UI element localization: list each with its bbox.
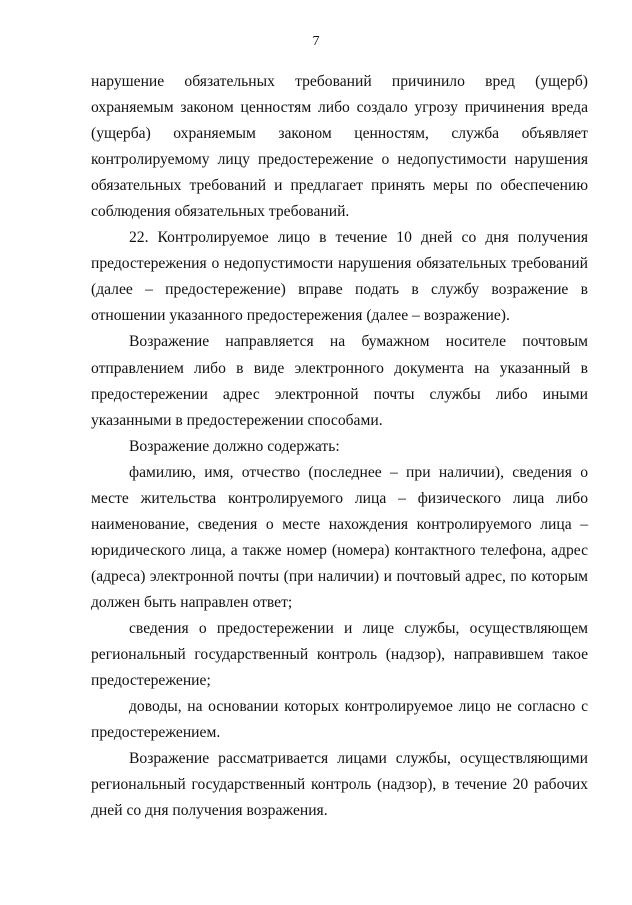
list-item-arguments: доводы, на основании которых контролируемое лицо не согласно с предостережением.: [91, 698, 588, 742]
list-item-warning-info: сведения о предостережении и лице службы, осуществляющем региональный государственный контроль (надзор), направившем такое предостережение;: [91, 619, 588, 690]
paragraph-continuation: нарушение обязательных требований причинило вред (ущерб) охраняемым законом ценностям либо создало угрозу причинения вреда (ущерба) охраняемым законом ценностям, служба объявляет контролируемому лицу предостережение о недопустимости нарушения обязательных требований и предлагает принять меры по обеспечению соблюдения обязательных требований.: [91, 73, 588, 221]
paragraph-objection-review: Возражение рассматривается лицами службы, осуществляющими региональный государственный контроль (надзор), в течение 20 рабочих дней со дня получения возражения.: [91, 750, 588, 820]
paragraph-22: 22. Контролируемое лицо в течение 10 дней со дня получения предостережения о недопустимости нарушения обязательных требований (далее – предостережение) вправе подать в службу возражение в отношении указанного предостережения (далее – возражение).: [91, 229, 588, 325]
document-body: [91, 69, 588, 824]
paragraph-objection-contents-intro: Возражение должно содержать:: [129, 437, 340, 455]
paragraph-objection-delivery: Возражение направляется на бумажном носителе почтовым отправлением либо в виде электронного документа на указанный в предостережении адрес электронной почты службы либо иными указанными в предостережении способами.: [91, 333, 588, 429]
list-item-identity: фамилию, имя, отчество (последнее – при наличии), сведения о месте жительства контролируемого лица – физического лица либо наименование, сведения о месте нахождения контролируемого лица – юридического лица, а также номер (номера) контактного телефона, адрес (адреса) электронной почты (при наличии) и почтовый адрес, по которым должен быть направлен ответ;: [91, 463, 588, 611]
page-number: 7: [312, 34, 320, 49]
